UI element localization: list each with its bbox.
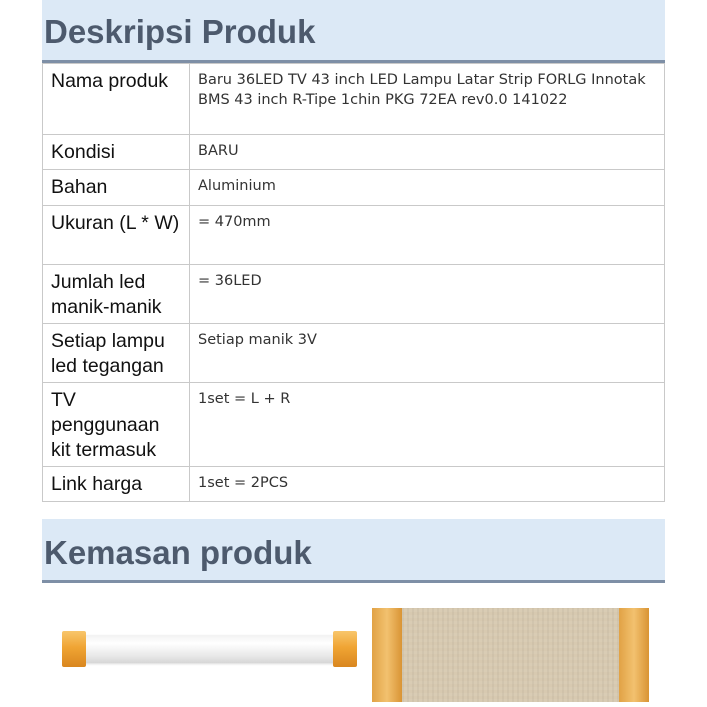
board-surface	[402, 608, 620, 702]
row-value: 1set = L + R	[190, 383, 665, 467]
row-value: Baru 36LED TV 43 inch LED Lampu Latar Strip FORLG Innotak BMS 43 inch R-Tipe 1chin PKG 72EA rev0.0 141022	[190, 64, 665, 135]
section-title: Kemasan produk	[44, 534, 312, 571]
table-row	[43, 206, 665, 265]
table-row	[43, 170, 665, 206]
row-value: Aluminium	[190, 170, 665, 206]
row-label: Nama produk	[43, 64, 190, 135]
row-value: Setiap manik 3V	[190, 324, 665, 383]
tube-cap-left	[62, 631, 86, 667]
table-row	[43, 467, 665, 502]
row-value: BARU	[190, 135, 665, 170]
row-value: = 36LED	[190, 265, 665, 324]
tape-left	[372, 608, 402, 702]
spec-table	[42, 63, 665, 502]
row-label: TV penggunaan kit termasuk	[43, 383, 190, 467]
tape-right	[619, 608, 649, 702]
row-label: Kondisi	[43, 135, 190, 170]
row-value: = 470mm	[190, 206, 665, 265]
row-label: Bahan	[43, 170, 190, 206]
table-row	[43, 383, 665, 467]
tube-body	[74, 635, 346, 663]
product-photo	[42, 584, 665, 707]
row-label: Link harga	[43, 467, 190, 502]
led-tube-image	[62, 631, 357, 667]
table-row	[43, 135, 665, 170]
tube-cap-right	[333, 631, 357, 667]
table-row	[43, 265, 665, 324]
row-label: Setiap lampu led tegangan	[43, 324, 190, 383]
table-row	[43, 324, 665, 383]
table-row	[43, 64, 665, 135]
row-value: 1set = 2PCS	[190, 467, 665, 502]
section-header-description	[42, 0, 665, 63]
row-label: Jumlah led manik-manik	[43, 265, 190, 324]
section-title: Deskripsi Produk	[44, 13, 316, 50]
packaging-board-image	[372, 608, 649, 702]
section-header-packaging	[42, 519, 665, 583]
row-label: Ukuran (L * W)	[43, 206, 190, 265]
